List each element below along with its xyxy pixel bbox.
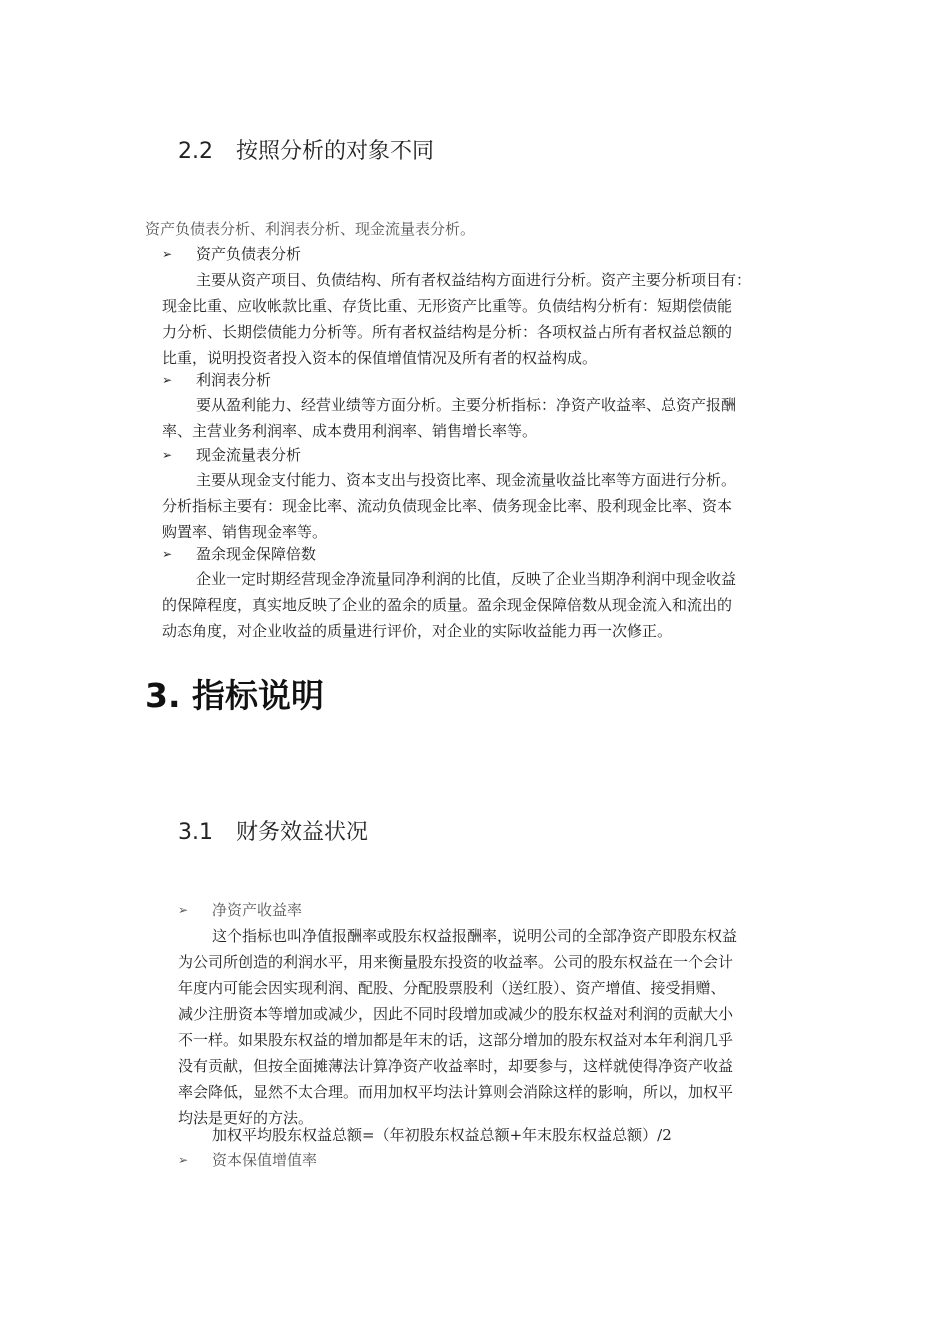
section-2-2-heading <box>178 134 434 165</box>
arrow-bullet-icon: ➢ <box>178 1153 189 1167</box>
paragraph-line: 主要从资产项目、负债结构、所有者权益结构方面进行分析。资产主要分析项目有： <box>196 271 752 289</box>
paragraph-line: 力分析、长期偿债能力分析等。所有者权益结构是分析：各项权益占所有者权益总额的 <box>162 323 733 341</box>
formula-line: 加权平均股东权益总额=（年初股东权益总额+年末股东权益总额）/2 <box>212 1126 672 1144</box>
paragraph-line: 现金比重、应收帐款比重、存货比重、无形资产比重等。负债结构分析有：短期偿债能 <box>162 297 733 315</box>
paragraph-line: 年度内可能会因实现利润、配股、分配股票股利（送红股）、资产增值、接受捐赠、 <box>178 979 726 997</box>
paragraph <box>162 267 751 371</box>
paragraph-line: 比重，说明投资者投入资本的保值增值情况及所有者的权益构成。 <box>162 349 598 367</box>
section-3-1-number: 3.1 <box>178 820 213 845</box>
arrow-bullet-icon: ➢ <box>162 247 173 261</box>
paragraph-line: 分析指标主要有：现金比率、流动负债现金比率、债务现金比率、股利现金比率、资本 <box>162 497 733 515</box>
section-3-1-title: 财务效益状况 <box>236 820 369 845</box>
paragraph-line: 要从盈利能力、经营业绩等方面分析。主要分析指标：净资产收益率、总资产报酬 <box>196 396 737 414</box>
paragraph-line: 的保障程度，真实地反映了企业的盈余的质量。盈余现金保障倍数从现金流入和流出的 <box>162 596 733 614</box>
arrow-bullet-icon: ➢ <box>162 547 173 561</box>
paragraph-line: 均法是更好的方法。 <box>178 1109 314 1127</box>
section-2-2-intro: 资产负债表分析、利润表分析、现金流量表分析。 <box>145 220 476 238</box>
list-item-label: 利润表分析 <box>196 371 272 389</box>
list-item-label: 盈余现金保障倍数 <box>196 545 317 563</box>
paragraph-line: 为公司所创造的利润水平，用来衡量股东投资的收益率。公司的股东权益在一个会计 <box>178 953 734 971</box>
list-item-label: 现金流量表分析 <box>196 446 302 464</box>
paragraph-line: 动态角度，对企业收益的质量进行评价，对企业的实际收益能力再一次修正。 <box>162 622 673 640</box>
section-2-2-number: 2.2 <box>178 139 213 164</box>
section-3-heading: 3. 指标说明 <box>145 676 324 715</box>
arrow-bullet-icon: ➢ <box>178 903 189 917</box>
list-item-label: 净资产收益率 <box>212 901 303 919</box>
arrow-bullet-icon: ➢ <box>162 373 173 387</box>
list-item-label: 资产负债表分析 <box>196 245 302 263</box>
paragraph <box>162 392 736 444</box>
section-2-2-title: 按照分析的对象不同 <box>236 139 435 164</box>
paragraph <box>162 566 736 644</box>
paragraph-line: 率会降低，显然不太合理。而用加权平均法计算则会消除这样的影响，所以，加权平 <box>178 1083 734 1101</box>
paragraph-line: 率、主营业务利润率、成本费用利润率、销售增长率等。 <box>162 422 538 440</box>
paragraph-line: 不一样。如果股东权益的增加都是年末的话，这部分增加的股东权益对本年利润几乎 <box>178 1031 734 1049</box>
paragraph-line: 这个指标也叫净值报酬率或股东权益报酬率，说明公司的全部净资产即股东权益 <box>212 927 738 945</box>
paragraph <box>162 467 736 545</box>
list-item-label: 资本保值增值率 <box>212 1151 318 1169</box>
paragraph-line: 主要从现金支付能力、资本支出与投资比率、现金流量收益比率等方面进行分析。 <box>196 471 737 489</box>
paragraph <box>178 923 737 1131</box>
paragraph-line: 购置率、销售现金率等。 <box>162 523 328 541</box>
paragraph-line: 企业一定时期经营现金净流量同净利润的比值，反映了企业当期净利润中现金收益 <box>196 570 737 588</box>
arrow-bullet-icon: ➢ <box>162 448 173 462</box>
paragraph-line: 减少注册资本等增加或减少，因此不同时段增加或减少的股东权益对利润的贡献大小 <box>178 1005 734 1023</box>
section-3-1-heading <box>178 815 368 846</box>
paragraph-line: 没有贡献，但按全面摊薄法计算净资产收益率时，却要参与，这样就使得净资产收益 <box>178 1057 734 1075</box>
